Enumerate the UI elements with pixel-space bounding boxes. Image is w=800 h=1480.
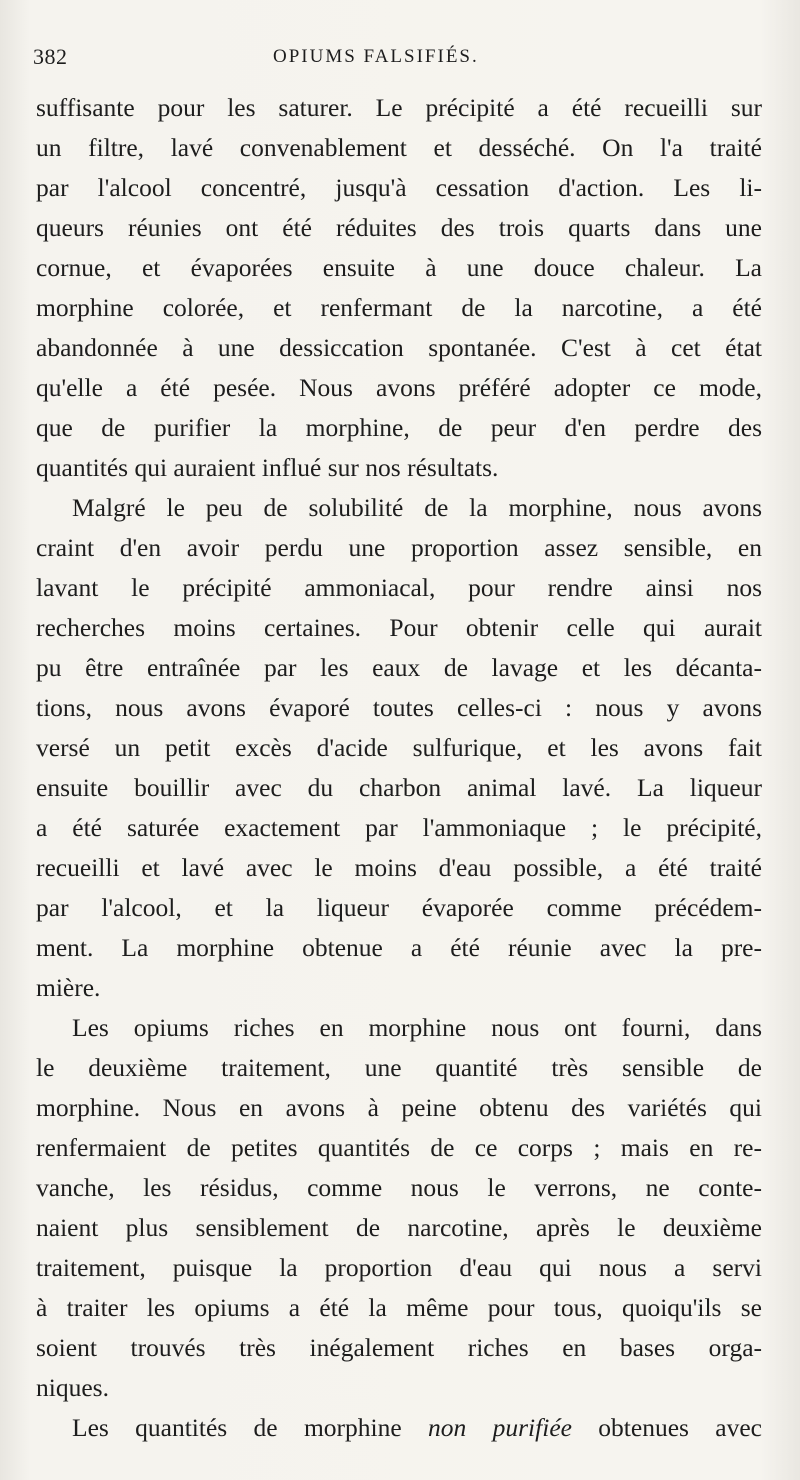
text-line: morphine. Nous en avons à peine obtenu des variétés qui — [36, 1093, 762, 1122]
paragraph-1 — [36, 88, 762, 488]
text-line: mière. — [36, 973, 101, 1002]
text-line: cornue, et évaporées ensuite à une douce chaleur. La — [36, 253, 762, 282]
text-line: soient trouvés très inégalement riches en bases orga- — [36, 1333, 762, 1362]
text-line — [36, 1408, 762, 1448]
paragraph-4 — [36, 1408, 762, 1448]
text-line: le deuxième traitement, une quantité très sensible de — [36, 1053, 762, 1082]
text-line: versé un petit excès d'acide sulfurique, et les avons fait — [36, 733, 762, 762]
text-line: morphine colorée, et renfermant de la narcotine, a été — [36, 293, 762, 322]
text-line: pu être entraînée par les eaux de lavage et les décanta- — [36, 653, 762, 682]
text-line: recherches moins certaines. Pour obtenir celle qui aurait — [36, 613, 762, 642]
text-line: abandonnée à une dessiccation spontanée. C'est à cet état — [36, 333, 762, 362]
text-line: tions, nous avons évaporé toutes celles-ci : nous y avons — [36, 693, 762, 722]
text-line: recueilli et lavé avec le moins d'eau possible, a été traité — [36, 853, 762, 882]
text-line: niques. — [36, 1373, 109, 1402]
running-title: OPIUMS FALSIFIÉS. — [273, 46, 479, 67]
body-text — [36, 88, 762, 1448]
paragraph-2 — [36, 488, 762, 1008]
text-line: un filtre, lavé convenablement et desséché. On l'a traité — [36, 133, 762, 162]
text-line: queurs réunies ont été réduites des trois quarts dans une — [36, 213, 762, 242]
text-line: lavant le précipité ammoniacal, pour rendre ainsi nos — [36, 573, 762, 602]
text-line: Malgré le peu de solubilité de la morphine, nous avons — [72, 493, 762, 522]
text-line: naient plus sensiblement de narcotine, après le deuxième — [36, 1213, 762, 1242]
text-line: suffisante pour les saturer. Le précipité a été recueilli sur — [36, 93, 762, 122]
text-line: par l'alcool concentré, jusqu'à cessation d'action. Les li- — [36, 173, 762, 202]
text-line: traitement, puisque la proportion d'eau qui nous a servi — [36, 1253, 762, 1282]
text-line: Les opiums riches en morphine nous ont fourni, dans — [72, 1013, 762, 1042]
text-line: vanche, les résidus, comme nous le verrons, ne conte- — [36, 1173, 762, 1202]
page-number: 382 — [33, 44, 68, 69]
text-line: craint d'en avoir perdu une proportion assez sensible, en — [36, 533, 762, 562]
text-line: ment. La morphine obtenue a été réunie avec la pre- — [36, 933, 762, 962]
text-line: ensuite bouillir avec du charbon animal lavé. La liqueur — [36, 773, 762, 802]
text-line: à traiter les opiums a été la même pour tous, quoiqu'ils se — [36, 1293, 762, 1322]
page-header — [33, 44, 753, 74]
italic-text: non purifiée — [428, 1413, 572, 1442]
text-line: quantités qui auraient influé sur nos résultats. — [36, 453, 499, 482]
text-line: par l'alcool, et la liqueur évaporée comme précédem- — [36, 893, 762, 922]
paragraph-3 — [36, 1008, 762, 1408]
text-line: renfermaient de petites quantités de ce corps ; mais en re- — [36, 1133, 762, 1162]
text-segment: obtenues avec — [571, 1413, 762, 1442]
text-segment: Les quantités de morphine — [72, 1413, 429, 1442]
text-line: que de purifier la morphine, de peur d'en perdre des — [36, 413, 762, 442]
text-line: qu'elle a été pesée. Nous avons préféré adopter ce mode, — [36, 373, 762, 402]
text-line: a été saturée exactement par l'ammoniaque ; le précipité, — [36, 813, 762, 842]
